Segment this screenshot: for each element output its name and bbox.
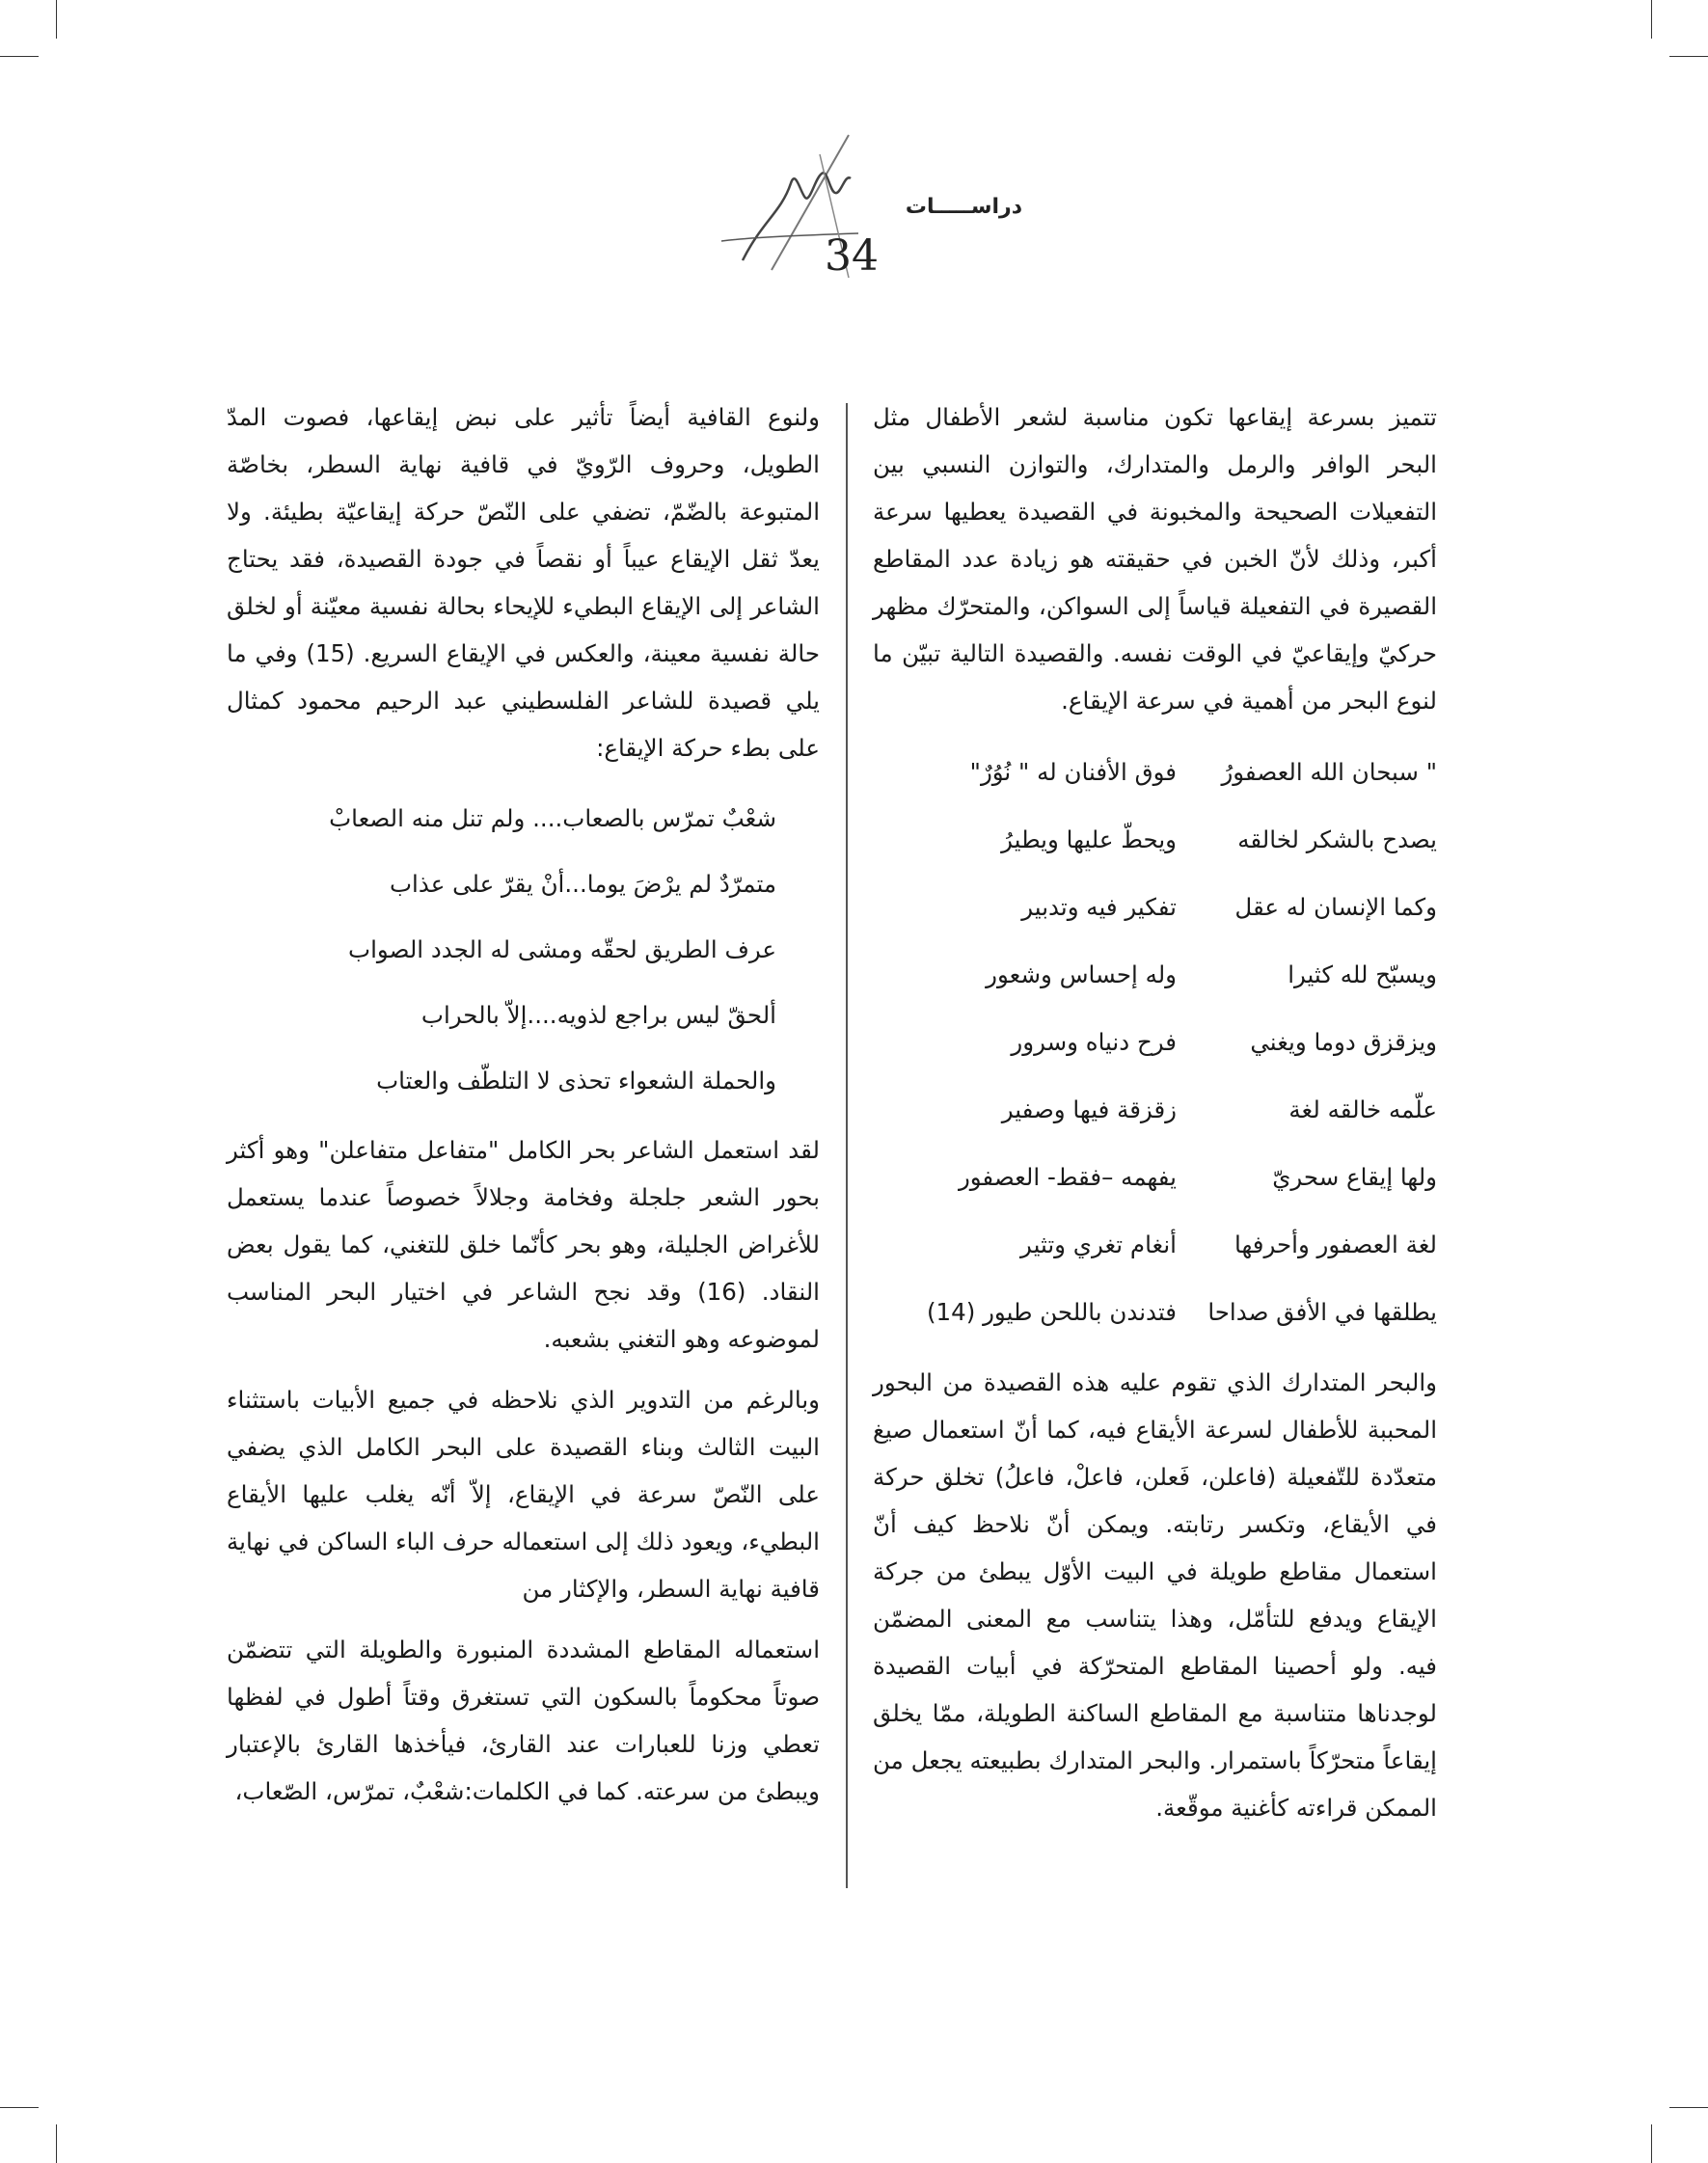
poem-verse: [873, 1143, 1437, 1210]
page-number: 34: [825, 231, 879, 281]
crop-mark-bottom-left-h: [0, 2107, 39, 2108]
poem-line: ألحقّ ليس براجع لذويه....إلاّ بالحراب: [420, 1000, 776, 1029]
poem-verse: [873, 1278, 1437, 1345]
crop-mark-bottom-left-v: [56, 2124, 57, 2163]
kamil-meter-paragraph: لقد استعمل الشاعر بحر الكامل "متفاعل متفاعلن" وهو أكثر بحور الشعر جلجلة وفخامة وجلالاً خصوصاً عندما يستعمل للأغراض الجليلة، وهو بحر كأنّما خلق للتغني، كما يقول بعض النقاد. (16) وقد نجح الشاعر في اختيار البحر المناسب لموضوعه وهو التغني بشعبه.: [227, 1136, 820, 1353]
poem-line: عرف الطريق لحقّه ومشى له الجدد الصواب: [348, 934, 776, 963]
poem-verse: [873, 1210, 1437, 1278]
verse-first-half: وكما الإنسان له عقل: [1234, 892, 1437, 921]
verse-second-half: فوق الأفنان له " نُوُرٌ": [969, 757, 1177, 786]
poem-verse: [873, 1075, 1437, 1143]
poem-verse: [873, 738, 1437, 805]
crop-mark-top-left-v: [56, 0, 57, 39]
crop-mark-bottom-right-h: [1669, 2107, 1708, 2108]
verse-second-half: وله إحساس وشعور: [986, 960, 1177, 988]
verse-first-half: يطلقها في الأفق صداحا: [1207, 1297, 1437, 1326]
poem-line: والحملة الشعواء تحذى لا التلطّف والعتاب: [376, 1066, 776, 1095]
verse-second-half: أنغام تغري وتثير: [1020, 1230, 1177, 1258]
verse-first-half: لغة العصفور وأحرفها: [1234, 1230, 1437, 1258]
verse-second-half: فتدندن باللحن طيور (14): [926, 1297, 1177, 1326]
crop-mark-top-right-h: [1669, 56, 1708, 57]
left-column: [227, 393, 820, 1828]
poem-palestinian: [227, 785, 820, 1113]
crop-mark-bottom-right-v: [1651, 2124, 1652, 2163]
enjambment-paragraph: وبالرغم من التدوير الذي نلاحظه في جميع الأبيات باستثناء البيت الثالث وبناء القصيدة على البحر الكامل الذي يضفي على النّصّ سرعة في الإيقاع، إلاّ أنّه يغلب عليها الأيقاع البطيء، ويعود ذلك إلى استعماله حرف الباء الساكن في نهاية قافية نهاية السطر، والإكثار من: [227, 1386, 820, 1603]
verse-second-half: يفهمه –فقط- العصفور: [958, 1162, 1177, 1191]
verse-second-half: ويحطّ عليها ويطيرُ: [1001, 825, 1177, 853]
poem-line: متمرّدٌ لم يرْضَ يوما...أنْ يقرّ على عذاب: [389, 869, 776, 898]
poem-verse: [873, 1008, 1437, 1075]
verse-first-half: علّمه خالقه لغة: [1288, 1095, 1437, 1123]
verse-first-half: " سبحان الله العصفورُ: [1221, 757, 1437, 786]
poem-verse: [873, 940, 1437, 1008]
verse-first-half: ويزقزق دوما ويغني: [1250, 1027, 1437, 1056]
verse-second-half: فرح دنياه وسرور: [1011, 1027, 1177, 1056]
intro-paragraph: تتميز بسرعة إيقاعها تكون مناسبة لشعر الأطفال مثل البحر الوافر والرمل والمتدارك، والتوازن النسبي بين التفعيلات الصحيحة والمخبونة في القصيدة يعطيها سرعة أكبر، وذلك لأنّ الخبن في حقيقته هو زيادة عدد المقاطع القصيرة في التفعيلة قياساً إلى السواكن، والمتحرّك مظهر حركيّ وإيقاعيّ في الوقت نفسه. والقصيدة التالية تبيّن ما لنوع البحر من أهمية في سرعة الإيقاع.: [873, 403, 1437, 715]
crop-mark-top-right-v: [1651, 0, 1652, 39]
verse-second-half: زقزقة فيها وصفير: [1001, 1095, 1177, 1123]
poem-line: شعْبٌ تمرّس بالصعاب.... ولم تنل منه الصعابْ: [329, 803, 776, 832]
rhyme-paragraph: ولنوع القافية أيضاً تأثير على نبض إيقاعها، فصوت المدّ الطويل، وحروف الرّويّ في قافية نهاية السطر، بخاصّة المتبوعة بالضّمّ، تضفي على النّصّ حركة إيقاعيّة بطيئة. ولا يعدّ ثقل الإيقاع عيباً أو نقصاً في جودة القصيدة، فقد يحتاج الشاعر إلى الإيقاع البطيء للإيحاء بحالة نفسية معيّنة أو لخلق حالة نفسية معينة، والعكس في الإيقاع السريع. (15) وفي ما يلي قصيدة للشاعر الفلسطيني عبد الرحيم محمود كمثال على بطء حركة الإيقاع:: [227, 403, 821, 762]
poem-verse: [873, 873, 1437, 940]
section-label: دراســـــات: [905, 195, 1022, 219]
stressed-syllables-paragraph: استعماله المقاطع المشددة المنبورة والطويلة التي تتضمّن صوتاً محكوماً بالسكون التي تستغرق وقتاً أطول في لفظها تعطي وزنا للعبارات عند القارئ، فيأخذها القارئ بالإعتبار ويبطئ من سرعته. كما في الكلمات:شعْبٌ، تمرّس، الصّعاب،: [227, 1636, 820, 1805]
page-header: [675, 125, 1022, 289]
verse-first-half: يصدح بالشكر لخالقه: [1237, 825, 1437, 853]
verse-first-half: ولها إيقاع سحريّ: [1272, 1162, 1437, 1191]
verse-second-half: تفكير فيه وتدبير: [1021, 892, 1177, 921]
right-column: [873, 393, 1437, 1845]
column-divider: [846, 403, 848, 1888]
verse-first-half: ويسبّح لله كثيرا: [1288, 960, 1437, 988]
poem-children: [873, 738, 1437, 1345]
poem-verse: [873, 805, 1437, 873]
crop-mark-top-left-h: [0, 56, 39, 57]
after-poem-paragraph: والبحر المتدارك الذي تقوم عليه هذه القصيدة من البحور المحببة للأطفال لسرعة الأيقاع فيه، كما أنّ استعمال صيغ متعدّدة للتّفعيلة (فاعلن، فَعلن، فاعلْ، فاعلُ) تخلق حركة في الأيقاع، وتكسر رتابته. ويمكن أنّ نلاحظ كيف أنّ استعمال مقاطع طويلة في البيت الأوّل يبطئ من جركة الإيقاع ويدفع للتأمّل، وهذا يتناسب مع المعنى المضمّن فيه. ولو أحصينا المقاطع المتحرّكة في أبيات القصيدة لوجدناها متناسبة مع المقاطع الساكنة الطويلة، ممّا يخلق إيقاعاً متحرّكاً باستمرار. والبحر المتدارك بطبيعته يجعل من الممكن قراءته كأغنية موقّعة.: [873, 1368, 1437, 1822]
